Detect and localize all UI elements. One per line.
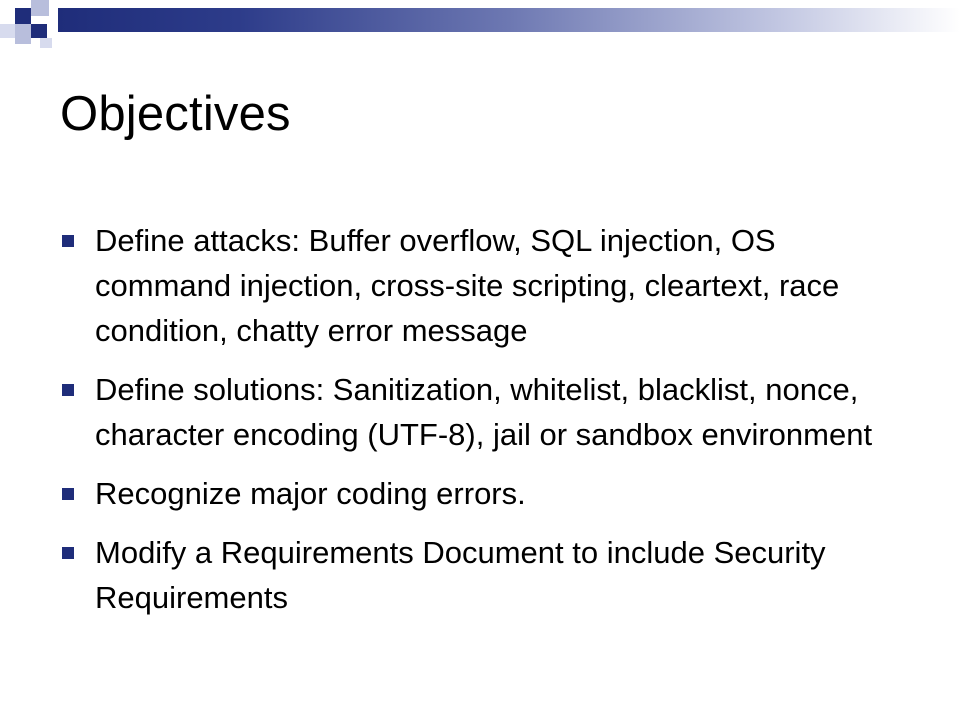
header-square-light-icon	[31, 0, 49, 16]
list-item	[62, 218, 902, 353]
bullet-text: Recognize major coding errors.	[95, 476, 526, 511]
header-square-pale-icon	[40, 38, 52, 48]
bullet-text: Modify a Requirements Document to include Security Requirements	[95, 535, 826, 615]
square-bullet-icon	[62, 488, 74, 500]
list-item	[62, 471, 902, 516]
square-bullet-icon	[62, 235, 74, 247]
bullet-text: Define solutions: Sanitization, whitelist, blacklist, nonce, character encoding (UTF-8), jail or sandbox environment	[95, 372, 873, 452]
bullet-text: Define attacks: Buffer overflow, SQL injection, OS command injection, cross-site scripting, cleartext, race condition, chatty error message	[95, 223, 840, 348]
header-gradient-bar	[58, 8, 960, 32]
square-bullet-icon	[62, 384, 74, 396]
header-square-pale-icon	[0, 24, 16, 38]
bullet-list	[62, 218, 902, 634]
slide-title: Objectives	[60, 87, 291, 141]
header-square-light-icon	[15, 24, 31, 44]
list-item	[62, 530, 902, 620]
header-square-navy-icon	[31, 24, 47, 38]
list-item	[62, 367, 902, 457]
square-bullet-icon	[62, 547, 74, 559]
header-square-navy-icon	[15, 8, 31, 24]
